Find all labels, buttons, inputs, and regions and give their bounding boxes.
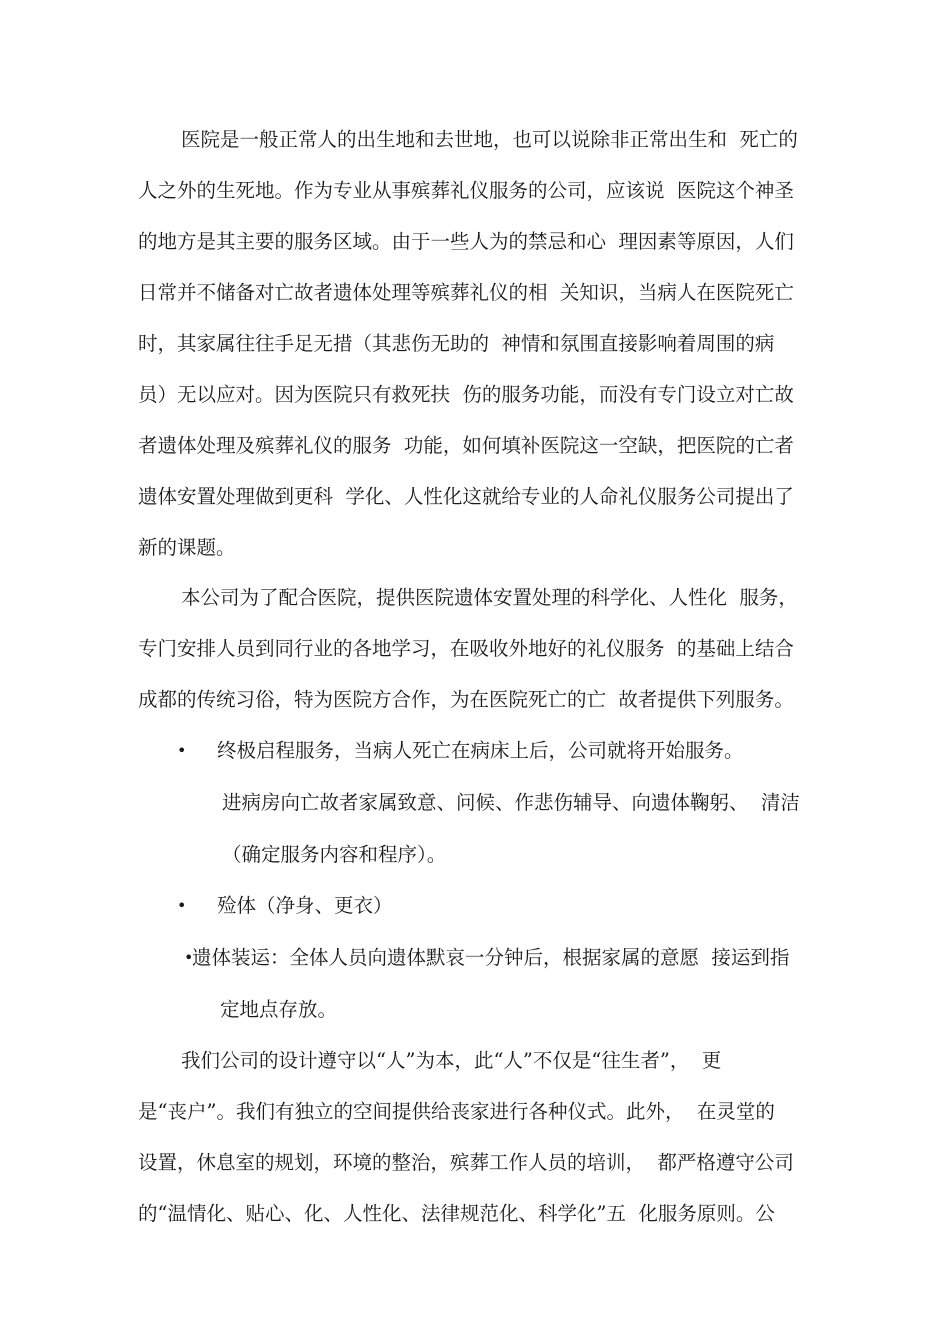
paragraph-1-line-4: 日常并不储备对亡故者遗体处理等殡葬礼仪的相 关知识，当病人在医院死亡 [138, 281, 794, 304]
paragraph-1-line-1: 医院是一般正常人的出生地和去世地，也可以说除非正常出生和 死亡的 [181, 128, 798, 151]
paragraph-1-line-2: 人之外的生死地。作为专业从事殡葬礼仪服务的公司，应该说 医院这个神圣 [138, 179, 794, 202]
paragraph-1-line-6: 员）无以应对。因为医院只有救死扶 伤的服务功能，而没有专门设立对亡故 [138, 383, 794, 406]
paragraph-2-line-3: 成都的传统习俗，特为医院方合作，为在医院死亡的亡 故者提供下列服务。 [138, 688, 794, 711]
service-3-text: 遗体装运：全体人员向遗体默哀一分钟后，根据家属的意愿 接运到指 [192, 946, 790, 969]
paragraph-2-line-2: 专门安排人员到同行业的各地学习，在吸收外地好的礼仪服务 的基础上结合 [138, 637, 794, 660]
service-2-text: 殓体（净身、更衣） [217, 894, 393, 917]
paragraph-1-line-7: 者遗体处理及殡葬礼仪的服务 功能，如何填补医院这一空缺，把医院的亡者 [138, 434, 794, 457]
closing-line-3: 设置，休息室的规划，环境的整治，殡葬工作人员的培训， 都严格遵守公司 [138, 1151, 794, 1174]
paragraph-1-line-5: 时，其家属往往手足无措（其悲伤无助的 神情和氛围直接影响着周围的病 [138, 332, 775, 355]
paragraph-2-line-1: 本公司为了配合医院，提供医院遗体安置处理的科学化、人性化 服务， [181, 586, 798, 609]
paragraph-1-line-9: 新的课题。 [138, 536, 236, 559]
service-3-bullet: • [184, 948, 194, 967]
closing-line-1: 我们公司的设计遵守以“人”为本，此“人”不仅是“往生者”， 更 [181, 1049, 722, 1072]
closing-line-4: 的“温情化、贴心、化、人性化、法律规范化、科学化”五 化服务原则。公 [138, 1202, 775, 1225]
service-3-detail-line-1: 定地点存放。 [220, 998, 338, 1021]
service-1-bullet: • [177, 741, 187, 760]
service-1-text: 终极启程服务，当病人死亡在病床上后，公司就将开始服务。 [217, 739, 744, 762]
service-1-detail-line-2: （确定服务内容和程序）。 [222, 843, 447, 866]
paragraph-1-line-3: 的地方是其主要的服务区域。由于一些人为的禁忌和心 理因素等原因，人们 [138, 230, 794, 253]
service-2-bullet: • [177, 896, 187, 915]
service-1-detail-line-1: 进病房向亡故者家属致意、问候、作悲伤辅导、向遗体鞠躬、 清洁 [222, 791, 800, 814]
closing-line-2: 是“丧户”。我们有独立的空间提供给丧家进行各种仪式。此外， 在灵堂的 [138, 1100, 775, 1123]
paragraph-1-line-8: 遗体安置处理做到更科 学化、人性化这就给专业的人命礼仪服务公司提出了 [138, 485, 794, 508]
